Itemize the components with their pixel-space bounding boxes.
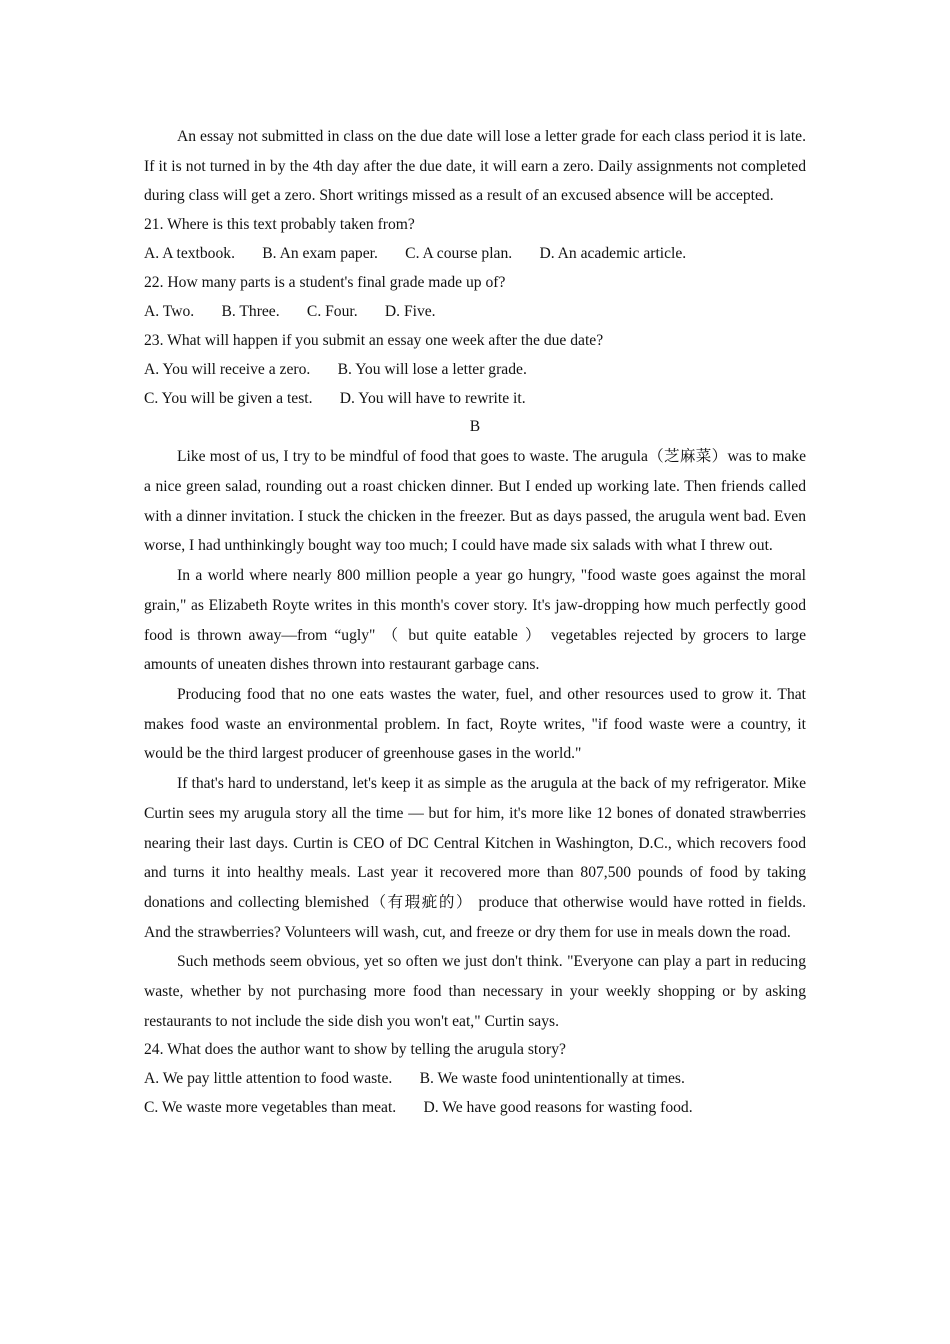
question-stem: 24. What does the author want to show by telling the arugula story? — [144, 1041, 566, 1059]
question-options: A. You will receive a zero. B. You will lose a letter grade. — [144, 360, 527, 378]
question-options: A. We pay little attention to food waste. B. We waste food unintentionally at times. — [144, 1070, 685, 1088]
passage-paragraph: An essay not submitted in class on the due date will lose a letter grade for each class period it is late. If it is not turned in by the 4th day after the due date, it will earn a zero. Daily assignments not completed during class will get a zero. Short writings missed as a result of an excused absence will be accepted. — [144, 128, 806, 205]
question-stem: 23. What will happen if you submit an essay one week after the due date? — [144, 331, 604, 349]
question-options: A. Two. B. Three. C. Four. D. Five. — [144, 302, 436, 320]
passage-paragraph: Like most of us, I try to be mindful of food that goes to waste. The arugula（芝麻菜）was to make a nice green salad, rounding out a roast chicken dinner. But I ended up working late. Then friends called with a dinner invitation. I stuck the chicken in the freezer. But as days passed, the arugula went bad. Even worse, I had unthinkingly bought way too much; I could have made six salads with what I threw out. — [144, 448, 806, 555]
passage-paragraph: In a world where nearly 800 million people a year go hungry, "food waste goes against the moral grain," as Elizabeth Royte writes in this month's cover story. It's jaw-dropping how much perfectly good food is thrown away—from “ugly" （ but quite eatable ） vegetables rejected by grocers to large amounts of uneaten dishes thrown into restaurant garbage cans. — [144, 567, 806, 674]
document-page — [144, 122, 806, 1123]
question-stem: 22. How many parts is a student's final grade made up of? — [144, 273, 506, 291]
passage-paragraph: Producing food that no one eats wastes the water, fuel, and other resources used to grow it. That makes food waste an environmental problem. In fact, Royte writes, "if food waste were a country, it would be the third largest producer of greenhouse gases in the world." — [144, 685, 806, 763]
passage-paragraph: If that's hard to understand, let's keep it as simple as the arugula at the back of my refrigerator. Mike Curtin sees my arugula story all the time — but for him, it's more like 12 bones of donated strawberries nearing their last days. Curtin is CEO of DC Central Kitchen in Washington, D.C., which recovers food and turns it into healthy meals. Last year it recovered more than 807,500 pounds of food by taking donations and collecting blemished（有瑕疵的） produce that otherwise would have rotted in fields. And the strawberries? Volunteers will wash, cut, and freeze or dry them for use in meals down the road. — [144, 775, 806, 941]
question-options: C. We waste more vegetables than meat. D. We have good reasons for wasting food. — [144, 1099, 693, 1117]
question-options: A. A textbook. B. An exam paper. C. A course plan. D. An academic article. — [144, 245, 687, 263]
question-stem: 21. Where is this text probably taken from? — [144, 216, 415, 234]
passage-paragraph: Such methods seem obvious, yet so often we just don't think. "Everyone can play a part in reducing waste, whether by not purchasing more food than necessary in your weekly shopping or by asking restaurants to not include the side dish you won't eat," Curtin says. — [144, 953, 806, 1030]
section-heading: B — [469, 418, 481, 436]
question-options: C. You will be given a test. D. You will have to rewrite it. — [144, 389, 526, 407]
